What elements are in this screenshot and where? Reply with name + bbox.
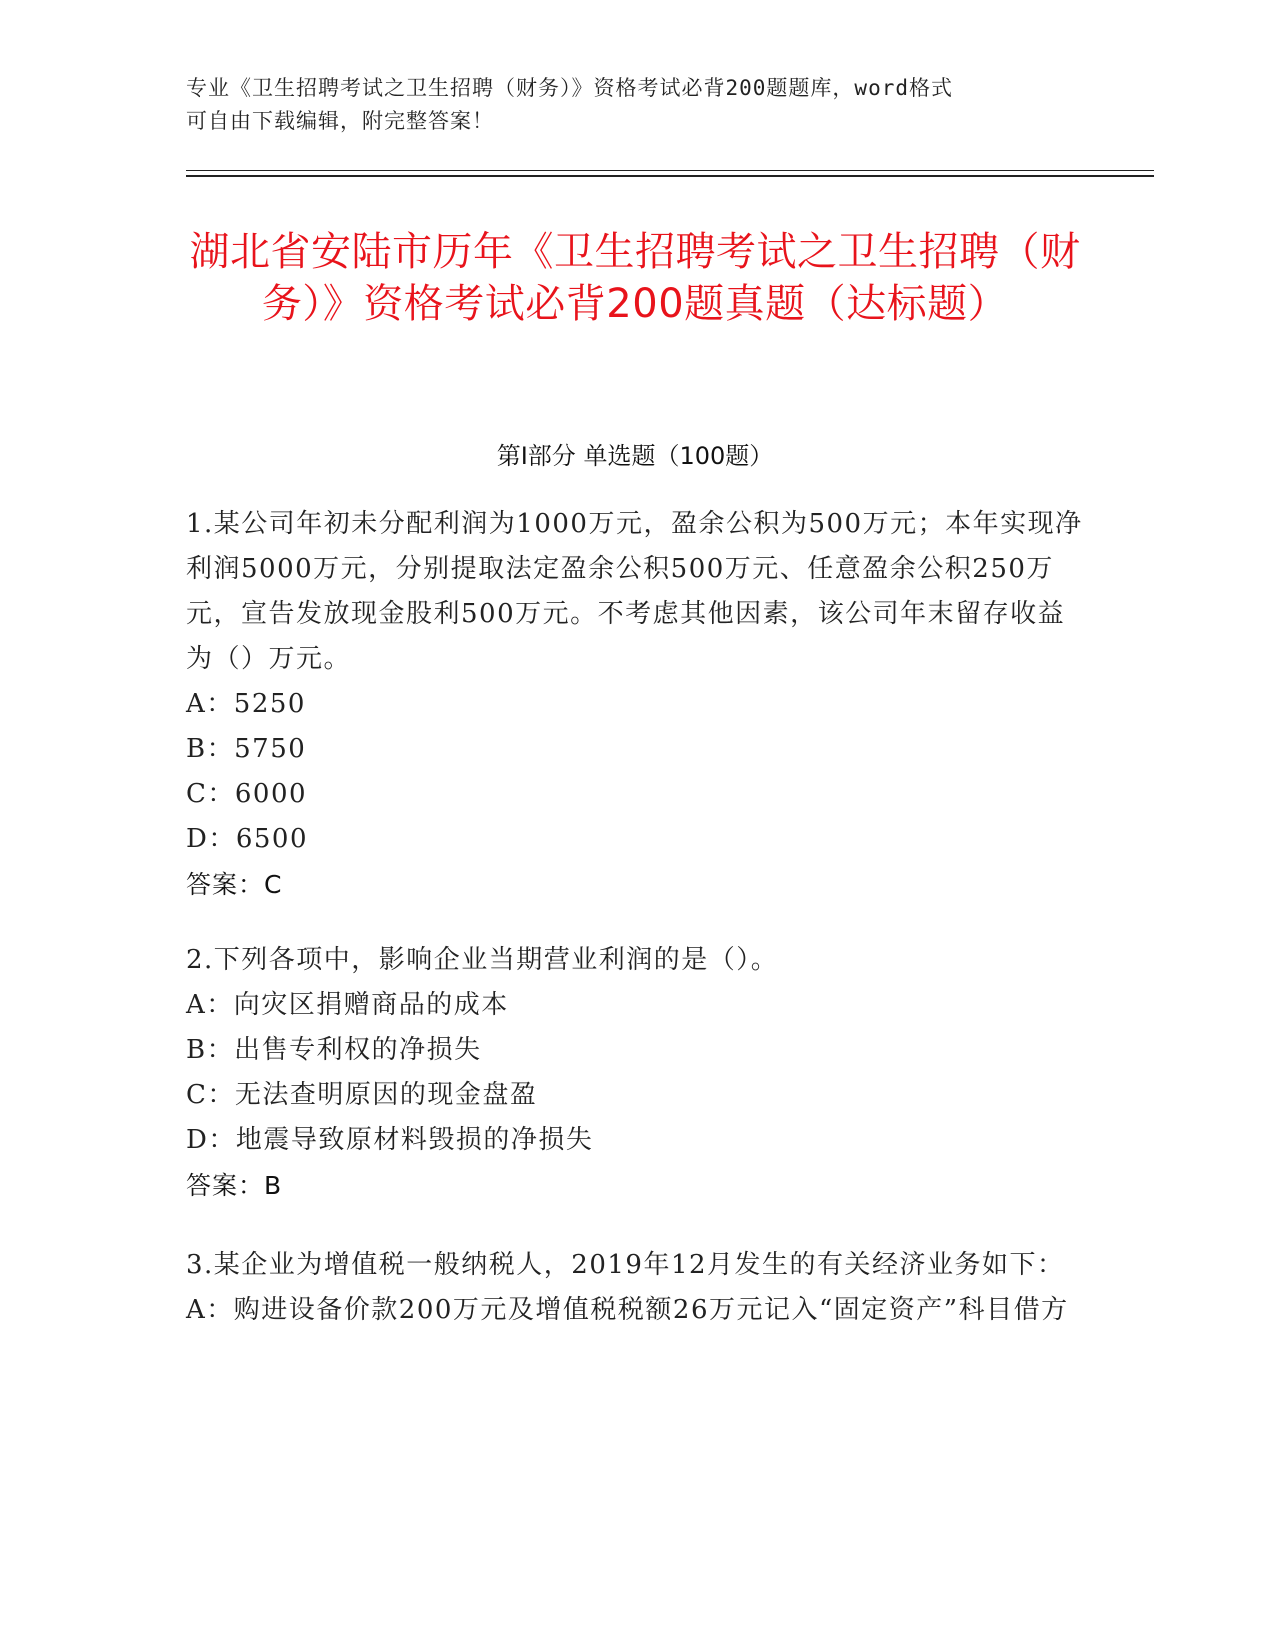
header-note-line-2: 可自由下载编辑，附完整答案！ bbox=[186, 109, 494, 133]
option-d: D：6500 bbox=[186, 824, 309, 854]
header-divider-thin bbox=[186, 170, 1154, 171]
question-text: 2.下列各项中，影响企业当期营业利润的是（）。 bbox=[186, 945, 779, 975]
question-1 bbox=[186, 502, 1086, 907]
option-b: B：5750 bbox=[186, 734, 307, 764]
option-c: C：无法查明原因的现金盘盈 bbox=[186, 1080, 538, 1110]
option-b: B：出售专利权的净损失 bbox=[186, 1035, 482, 1065]
option-c: C：6000 bbox=[186, 779, 308, 809]
option-a: A：向灾区捐赠商品的成本 bbox=[186, 990, 509, 1020]
header-note bbox=[186, 72, 1066, 138]
option-a: A：5250 bbox=[186, 689, 306, 719]
option-a: A：购进设备价款200万元及增值税税额26万元记入“固定资产”科目借方 bbox=[186, 1295, 1069, 1325]
question-2 bbox=[186, 938, 1086, 1208]
question-3 bbox=[186, 1243, 1086, 1333]
answer: 答案：C bbox=[186, 870, 283, 899]
question-text: 1.某公司年初未分配利润为1000万元，盈余公积为500万元；本年实现净利润5000万元，分别提取法定盈余公积500万元、任意盈余公积250万元，宣告发放现金股利500万元。不考虑其他因素，该公司年末留存收益为（）万元。 bbox=[186, 509, 1083, 674]
document-title: 湖北省安陆市历年《卫生招聘考试之卫生招聘（财务）》资格考试必背200题真题（达标题） bbox=[189, 229, 1081, 327]
section-heading: 第I部分 单选题（100题） bbox=[496, 442, 774, 470]
answer: 答案：B bbox=[186, 1171, 283, 1200]
question-text: 3.某企业为增值税一般纳税人，2019年12月发生的有关经济业务如下： bbox=[186, 1250, 1065, 1280]
header-note-line-1: 专业《卫生招聘考试之卫生招聘（财务）》资格考试必背200题题库，word格式 bbox=[186, 76, 953, 100]
header-divider-thick bbox=[186, 175, 1154, 177]
option-d: D：地震导致原材料毁损的净损失 bbox=[186, 1125, 594, 1155]
